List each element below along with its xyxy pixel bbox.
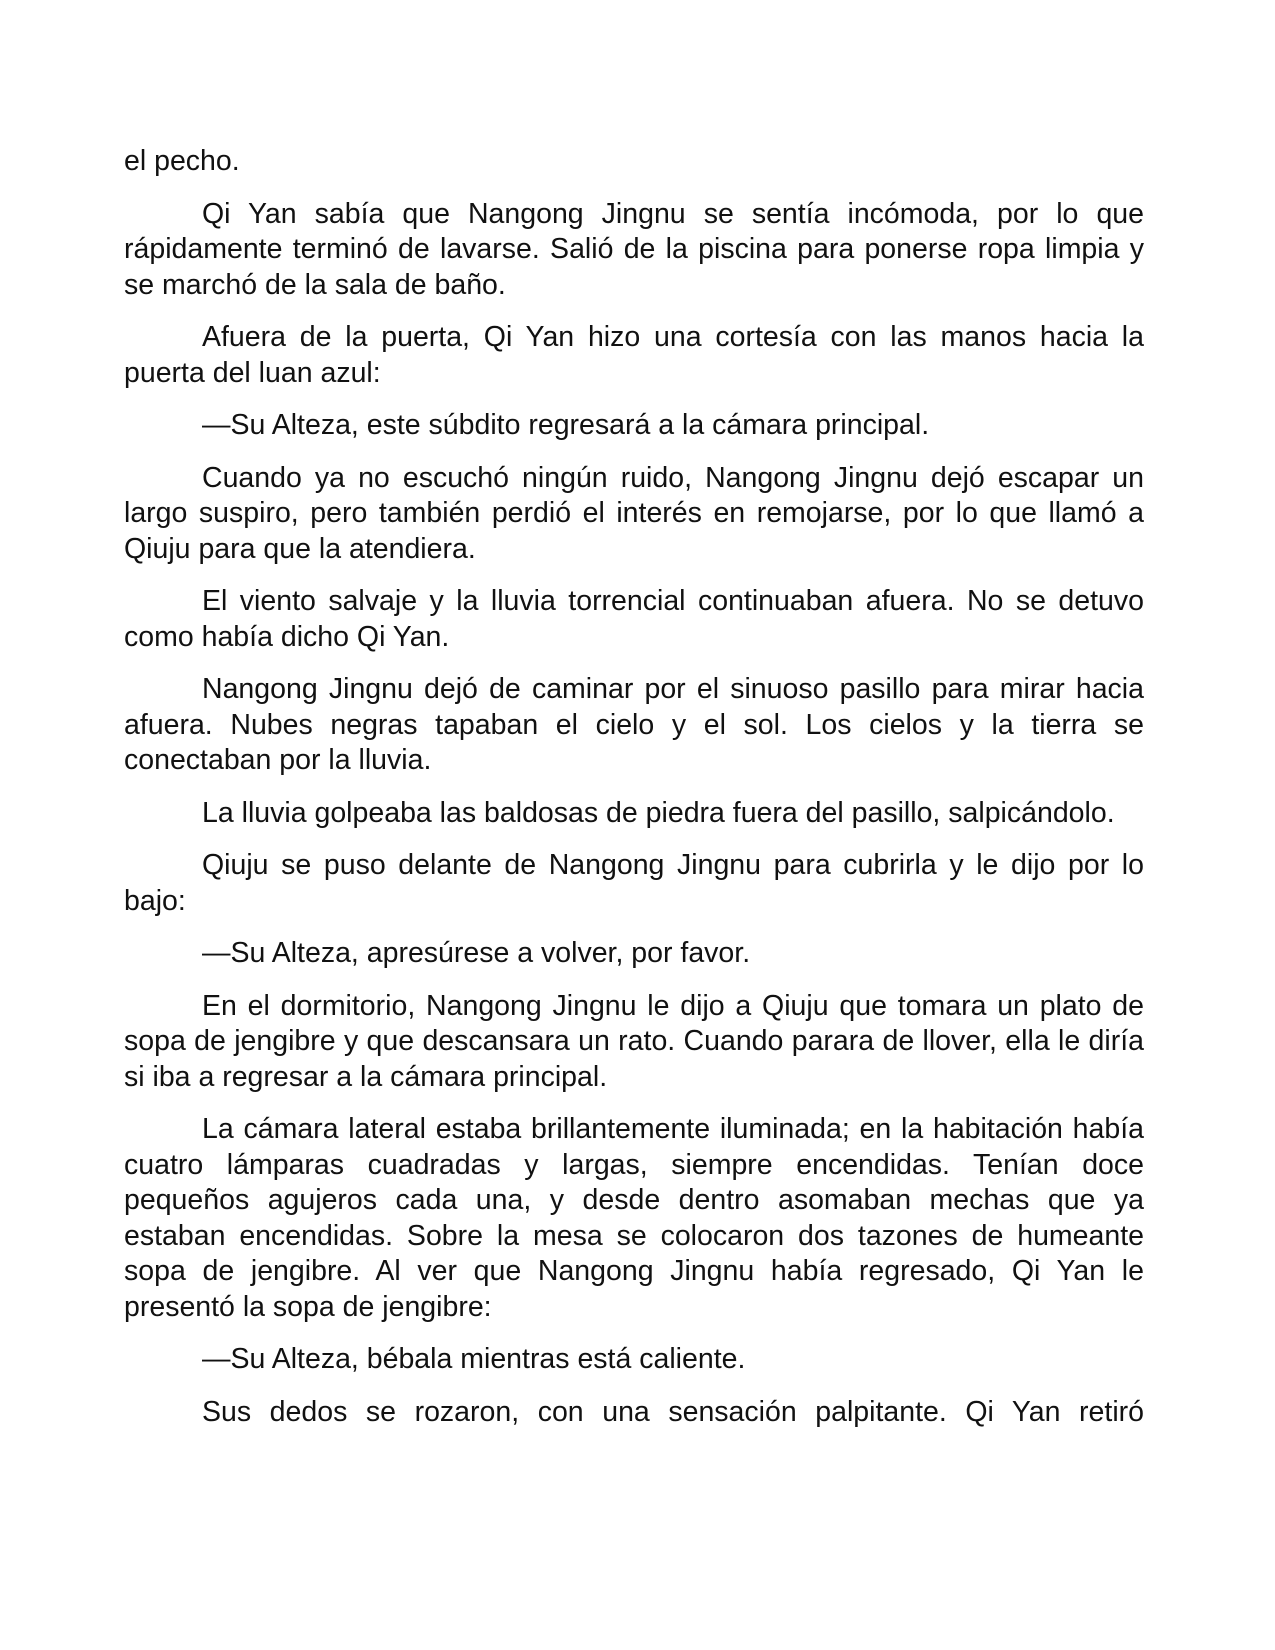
- paragraph: El viento salvaje y la lluvia torrencial continuaban afuera. No se detuvo como había dicho Qi Yan.: [124, 585, 1144, 653]
- dialogue-line: —Su Alteza, este súbdito regresará a la cámara principal.: [202, 409, 930, 441]
- paragraph: La cámara lateral estaba brillantemente iluminada; en la habitación había cuatro lámparas cuadradas y largas, siempre encendidas. Tenían doce pequeños agujeros cada una, y desde dentro asomaban mechas que ya estaban encendidas. Sobre la mesa se colocaron dos tazones de humeante sopa de jengibre. Al ver que Nangong Jingnu había regresado, Qi Yan le presentó la sopa de jengibre:: [124, 1113, 1144, 1323]
- paragraph: Qi Yan sabía que Nangong Jingnu se sentía incómoda, por lo que rápidamente terminó de lavarse. Salió de la piscina para ponerse ropa limpia y se marchó de la sala de baño.: [124, 197, 1144, 301]
- dialogue-line: —Su Alteza, apresúrese a volver, por favor.: [202, 937, 751, 969]
- paragraph: La lluvia golpeaba las baldosas de piedra fuera del pasillo, salpicándolo.: [202, 796, 1115, 829]
- paragraph: el pecho.: [124, 145, 240, 177]
- paragraph: Sus dedos se rozaron, con una sensación palpitante. Qi Yan retiró: [202, 1395, 1144, 1428]
- dialogue-line: —Su Alteza, bébala mientras está caliente.: [202, 1343, 746, 1375]
- document-page: [124, 144, 1144, 1447]
- paragraph: En el dormitorio, Nangong Jingnu le dijo a Qiuju que tomara un plato de sopa de jengibre y que descansara un rato. Cuando parara de llover, ella le diría si iba a regresar a la cámara principal.: [124, 989, 1144, 1093]
- paragraph: Qiuju se puso delante de Nangong Jingnu para cubrirla y le dijo por lo bajo:: [124, 849, 1144, 917]
- paragraph: Cuando ya no escuchó ningún ruido, Nangong Jingnu dejó escapar un largo suspiro, pero también perdió el interés en remojarse, por lo que llamó a Qiuju para que la atendiera.: [124, 461, 1144, 565]
- paragraph: Nangong Jingnu dejó de caminar por el sinuoso pasillo para mirar hacia afuera. Nubes negras tapaban el cielo y el sol. Los cielos y la tierra se conectaban por la lluvia.: [124, 673, 1144, 776]
- paragraph: Afuera de la puerta, Qi Yan hizo una cortesía con las manos hacia la puerta del luan azul:: [124, 321, 1144, 389]
